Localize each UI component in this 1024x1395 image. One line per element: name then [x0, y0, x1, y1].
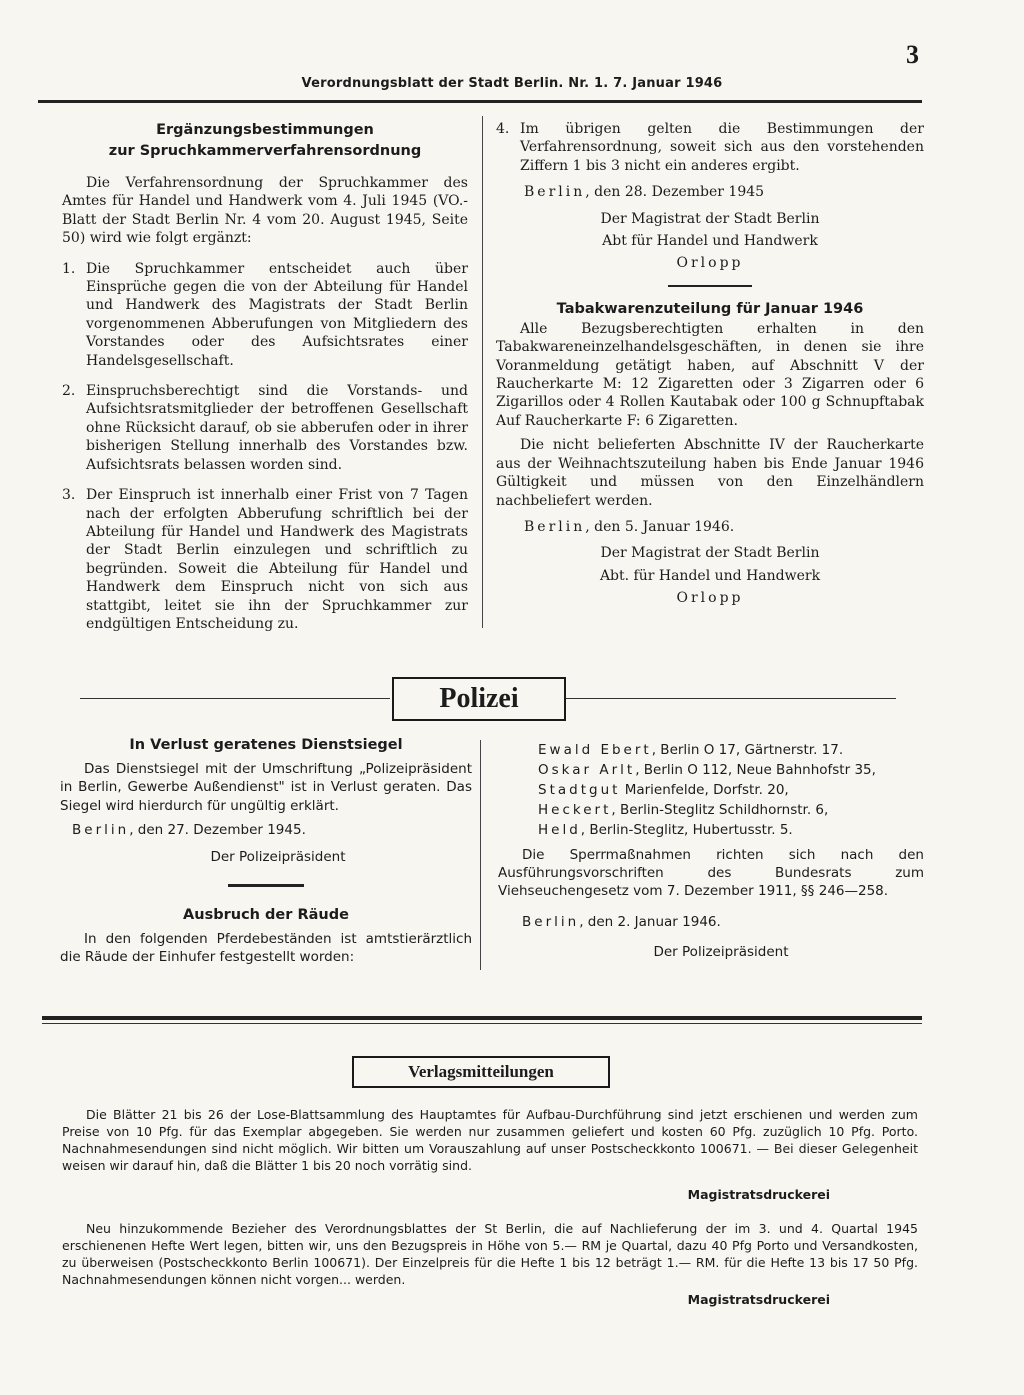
item-number: 1. — [62, 260, 76, 277]
owner-address: , Berlin-Steglitz, Hubertusstr. 5. — [580, 822, 793, 838]
date-place: Berlin — [522, 914, 580, 930]
date-place: Berlin — [524, 184, 586, 201]
owner-address: , Berlin-Steglitz Schildhornstr. 6, — [611, 802, 829, 818]
header-rule — [38, 100, 922, 103]
section-title-ergaenzung: Ergänzungsbestimmungen — [156, 122, 374, 138]
date-text: , den 5. Januar 1946. — [585, 518, 735, 535]
date-line — [498, 912, 924, 932]
section-divider — [228, 884, 304, 887]
left-top-column — [62, 120, 468, 633]
date-place: Berlin — [524, 518, 586, 535]
section-rule — [42, 1016, 922, 1020]
item-number: 2. — [62, 383, 76, 400]
tabak-paragraph-1: Alle Bezugsberechtigten erhalten in den Tabakwareneinzelhandelsgeschäften, in denen sie ihre Voranmeldung getätigt haben, auf Abschnitt V der Raucherkarte M: 12 Zigaretten oder 3 Zigarren oder 6 Zigarillos oder 4 Rollen Kautabak oder 100 g Schnupftabak Auf Raucherkarte F: 6 Zigaretten. — [496, 320, 924, 429]
notice-text: Die Blätter 21 bis 26 der Lose-Blattsammlung des Hauptamtes für Aufbau-Durchführung sind jetzt erschienen und werden zum Preise von 10 Pfg. für das Exemplar abgegeben. Sie werden nur zusammen geliefert und kosten 60 Pfg. zuzüglich 10 Pfg. Porto. Nachnahmesendungen sind nicht möglich. Wir bitten um Vorauszahlung auf unser Postscheckkonto 100671. — Bei dieser Gelegenheit weisen wir darauf hin, daß die Blätter 1 bis 20 noch vorrätig sind. — [62, 1107, 918, 1173]
owner-address: Marienfelde, Dorfstr. 20, — [620, 782, 789, 798]
polizei-rule-right — [566, 698, 896, 699]
list-item — [496, 120, 924, 175]
list-item — [62, 260, 468, 370]
section-title-tabak: Tabakwarenzuteilung für Januar 1946 — [556, 300, 864, 317]
signature-name: Orlopp — [676, 590, 744, 607]
list-item — [498, 760, 924, 780]
owner-address: , Berlin O 112, Neue Bahnhofstr 35, — [635, 762, 876, 778]
list-item — [498, 800, 924, 820]
item-number: 4. — [496, 121, 510, 137]
list-item — [498, 820, 924, 840]
tabak-paragraph-2: Die nicht belieferten Abschnitte IV der Raucherkarte aus der Weihnachtszuteilung haben bis Ende Januar 1946 Gültigkeit und müssen von den Einzelhändlern nachbeliefert werden. — [496, 437, 924, 509]
signature-authority: Der Polizeipräsident — [653, 944, 789, 960]
signature-authority: Der Magistrat der Stadt Berlin — [600, 210, 820, 227]
list-item — [62, 382, 468, 474]
signature-department: Abt. für Handel und Handwerk — [599, 567, 821, 584]
item-text: Im übrigen gelten die Bestimmungen der Verfahrensordnung, soweit sich aus den vorstehenden Ziffern 1 bis 3 nicht ein anderes ergibt. — [520, 121, 924, 174]
owner-name: Ewald Ebert — [538, 742, 652, 758]
notice-signature: Magistratsdruckerei — [687, 1187, 830, 1202]
item-number: 3. — [62, 487, 76, 504]
page-number: 3 — [906, 40, 919, 69]
owner-address: , Berlin O 17, Gärtnerstr. 17. — [651, 742, 844, 758]
column-divider — [480, 740, 481, 970]
owner-name: Held — [538, 822, 581, 838]
raeude-title: Ausbruch der Räude — [183, 907, 349, 924]
list-item — [498, 740, 924, 760]
date-line — [60, 821, 472, 839]
list-item — [498, 780, 924, 800]
left-lower-column — [60, 735, 472, 967]
owner-name: Heckert — [538, 802, 612, 818]
right-top-column — [496, 120, 924, 608]
sperrmassnahmen-text: Die Sperrmaßnahmen richten sich nach den Ausführungsvorschriften des Bundesrats zum Viehseuchengesetz vom 7. Dezember 1911, §§ 246—258. — [498, 847, 924, 899]
section-rule — [42, 1023, 922, 1024]
signature-authority: Der Magistrat der Stadt Berlin — [600, 545, 820, 562]
section-subtitle-ergaenzung: zur Spruchkammerverfahrensordnung — [108, 143, 422, 159]
polizei-rule-left — [80, 698, 390, 699]
section-title-polizei: Polizei — [392, 677, 566, 721]
verlag-notice-1 — [62, 1106, 918, 1174]
date-line — [496, 518, 924, 536]
signature-department: Abt für Handel und Handwerk — [602, 233, 818, 250]
intro-paragraph: Die Verfahrensordnung der Spruchkammer des Amtes für Handel und Handwerk vom 4. Juli 1945 (VO.-Blatt der Stadt Berlin Nr. 4 vom 20. August 1945, Seite 50) wird wie folgt ergänzt: — [62, 175, 468, 247]
item-text: Der Einspruch ist innerhalb einer Frist von 7 Tagen nach der erfolgten Abberufung schriftlich bei der Abteilung für Handel und Handwerk des Magistrats der Stadt Berlin einzulegen und schriftlich zu begründen. Soweit die Abteilung für Handel und Handwerk dem Einspruch nicht von sich aus stattgibt, leitet sie ihn der Spruchkammer zur endgültigen Entscheidung zu. — [86, 487, 468, 632]
dienstsiegel-title: In Verlust geratenes Dienstsiegel — [129, 737, 403, 753]
notice-text: Neu hinzukommende Bezieher des Verordnungsblattes der St Berlin, die auf Nachlieferung der im 3. und 4. Quartal 1945 erschienenen Hefte Wert legen, bitten wir, uns den Bezugspreis in Höhe von 5.— RM je Quartal, dazu 40 Pfg Porto und Versandkosten, zu überweisen (Postscheckkonto Berlin 100671). Der Einzelpreis für die Hefte 1 bis 12 beträgt 1.— RM. für die Hefte 13 bis 17 50 Pfg. Nachnahmesendungen können nicht vorgen... werden. — [62, 1221, 918, 1287]
column-divider — [482, 116, 483, 628]
date-line — [496, 183, 924, 201]
dienstsiegel-text: Das Dienstsiegel mit der Umschriftung „Polizeipräsident in Berlin, Gewerbe Außendienst" ist in Verlust geraten. Das Siegel wird hierdurch für ungültig erklärt. — [60, 761, 472, 814]
list-item — [62, 486, 468, 633]
date-text: , den 2. Januar 1946. — [579, 914, 721, 930]
right-lower-column — [498, 740, 924, 962]
signature-authority: Der Polizeipräsident — [210, 848, 346, 865]
section-title-verlag: Verlagsmitteilungen — [352, 1056, 610, 1088]
raeude-text: In den folgenden Pferdebeständen ist amtstierärztlich die Räude der Einhufer festgestellt worden: — [60, 931, 472, 966]
owner-name: Stadtgut — [538, 782, 621, 798]
item-text: Einspruchsberechtigt sind die Vorstands- und Aufsichtsratsmitglieder der betroffenen Gesellschaft ohne Rücksicht darauf, ob sie abberufen oder in ihrer bisherigen Stellung innerhalb des Vorstandes bzw. Aufsichtsrats belassen worden sind. — [86, 383, 468, 473]
signature-name: Orlopp — [676, 255, 744, 272]
date-text: , den 28. Dezember 1945 — [585, 184, 765, 201]
verlag-notice-2 — [62, 1220, 918, 1288]
owner-name: Oskar Arlt — [538, 762, 636, 778]
notice-signature: Magistratsdruckerei — [687, 1292, 830, 1307]
item-text: Die Spruchkammer entscheidet auch über Einsprüche gegen die von der Abteilung für Handel und Handwerk des Magistrats der Stadt Berlin vorgenommenen Abberufungen von Mitgliedern des Vorstandes oder des Aufsichtsrates einer Handelsgesellschaft. — [86, 260, 468, 369]
section-divider — [668, 285, 752, 287]
running-header: Verordnungsblatt der Stadt Berlin. Nr. 1. 7. Januar 1946 — [301, 76, 723, 91]
date-place: Berlin — [72, 822, 130, 839]
date-text: , den 27. Dezember 1945. — [129, 822, 306, 839]
